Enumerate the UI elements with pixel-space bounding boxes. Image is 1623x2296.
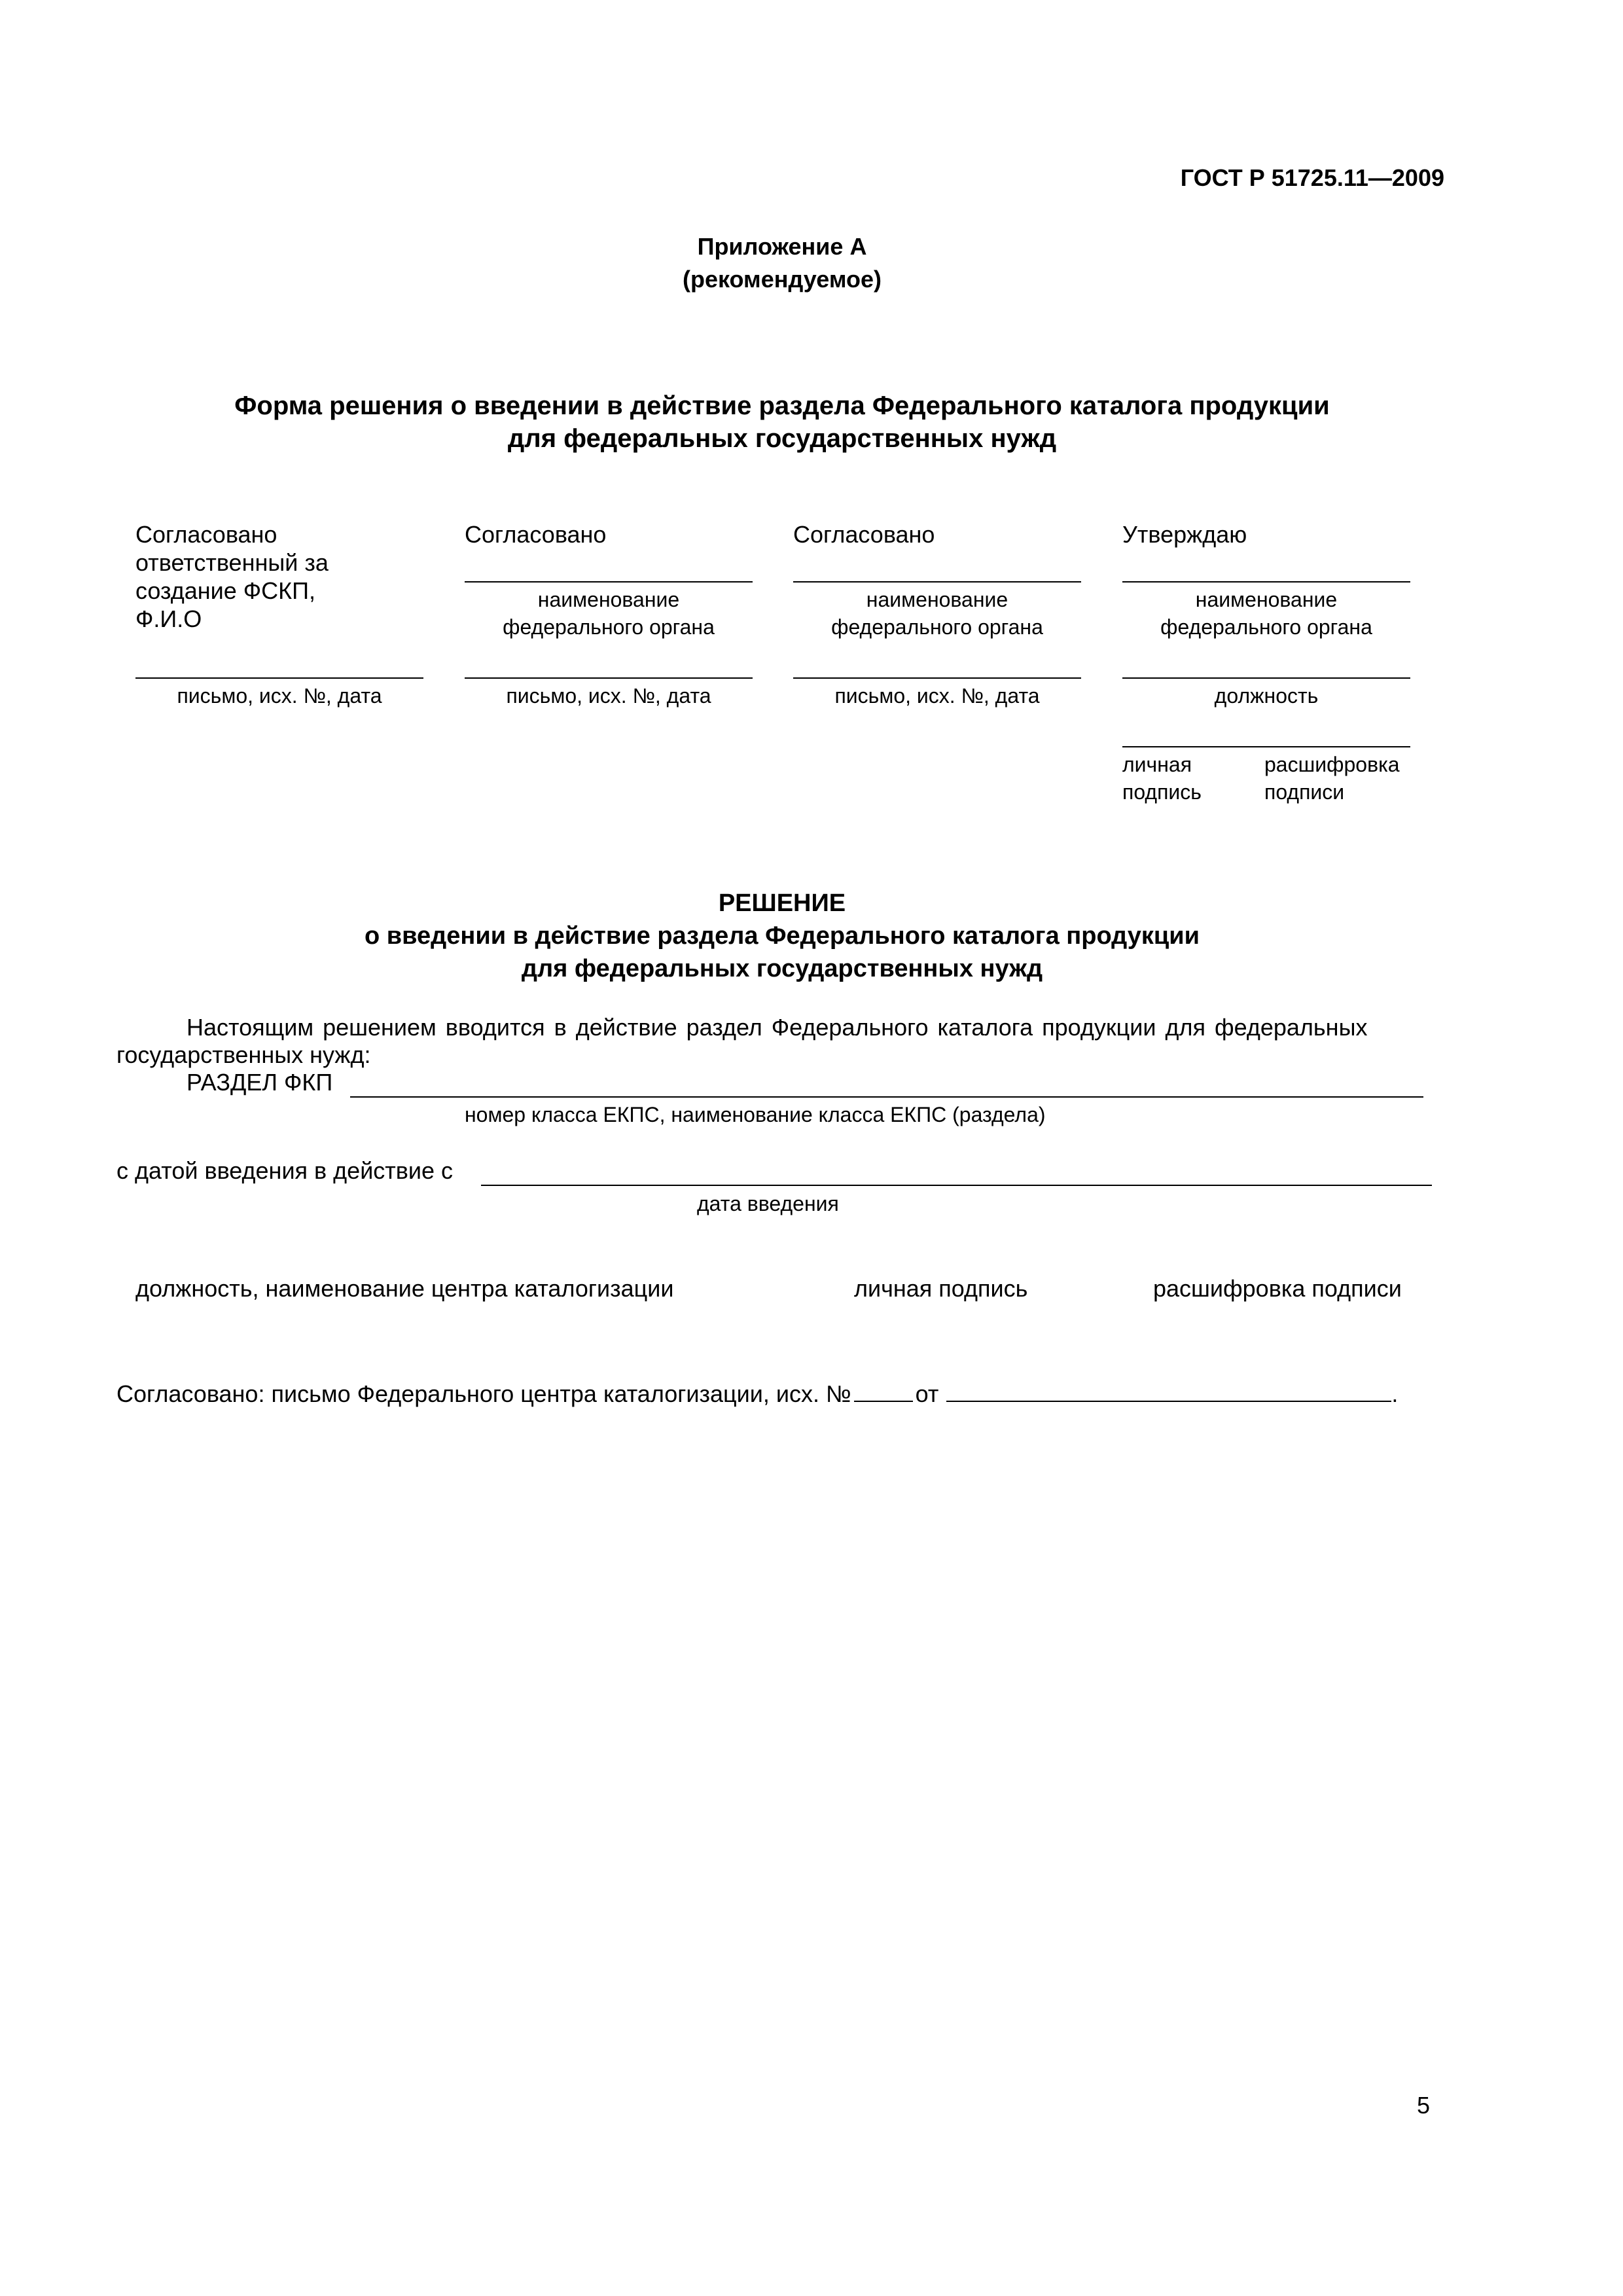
organ-caption-line: федерального органа: [503, 615, 715, 639]
decision-title: РЕШЕНИЕ: [718, 889, 846, 917]
decision-heading: [0, 887, 1564, 985]
organ-caption-line: наименование: [1195, 588, 1338, 611]
organ-caption: [1122, 586, 1410, 641]
agreed-from: от: [915, 1380, 939, 1407]
agreed-line: [116, 1380, 1398, 1408]
approval-column-1: [135, 520, 423, 633]
date-line: [481, 1185, 1432, 1186]
approval-extra-line: ответственный за: [135, 549, 329, 576]
organ-line: [793, 581, 1081, 583]
decision-subtitle-line1: о введении в действие раздела Федерального каталога продукции: [365, 922, 1200, 950]
date-caption: дата введения: [697, 1192, 839, 1215]
position-line: [1122, 677, 1410, 679]
approval-extra-line: Ф.И.О: [135, 605, 202, 632]
appendix-title: Приложение А: [697, 233, 867, 260]
signature-caption-line: личная: [1122, 753, 1192, 776]
decision-subtitle-line2: для федеральных государственных нужд: [521, 955, 1043, 982]
approval-heading: Согласовано: [135, 521, 277, 548]
agreed-number-field: [854, 1381, 913, 1402]
sign-personal: личная подпись: [854, 1275, 1028, 1302]
sign-position: должность, наименование центра каталогизации: [135, 1275, 674, 1302]
decision-body-line2: государственных нужд:: [116, 1041, 371, 1068]
agreed-prefix: Согласовано: письмо Федерального центра каталогизации, исх. №: [116, 1380, 851, 1407]
section-line: [350, 1096, 1423, 1098]
approval-extra-line: создание ФСКП,: [135, 577, 315, 604]
organ-line: [1122, 581, 1410, 583]
approval-heading: Согласовано: [793, 521, 935, 548]
letter-caption: письмо, исх. №, дата: [177, 684, 382, 708]
form-title: [0, 389, 1564, 455]
organ-caption-line: наименование: [537, 588, 680, 611]
letter-line: [465, 677, 753, 679]
letter-caption: письмо, исх. №, дата: [834, 684, 1040, 708]
position-caption: должность: [1214, 684, 1319, 708]
organ-caption: [465, 586, 753, 641]
appendix-status: (рекомендуемое): [683, 266, 882, 293]
organ-caption-line: федерального органа: [831, 615, 1043, 639]
signature-decode-line: подписи: [1264, 780, 1345, 804]
decision-body-line1: Настоящим решением вводится в действие раздел Федерального каталога продукции для федеральных: [187, 1014, 1368, 1041]
letter-line: [793, 677, 1081, 679]
standard-code: ГОСТ Р 51725.11—2009: [1180, 164, 1444, 191]
organ-caption-line: наименование: [866, 588, 1008, 611]
organ-line: [465, 581, 753, 583]
sign-decode: расшифровка подписи: [1153, 1275, 1402, 1302]
approval-heading: Утверждаю: [1122, 521, 1247, 548]
section-label: РАЗДЕЛ ФКП: [187, 1069, 333, 1096]
signature-caption: [1122, 751, 1202, 806]
signature-caption-line: подпись: [1122, 780, 1202, 804]
section-caption: номер класса ЕКПС, наименование класса ЕКПС (раздела): [465, 1103, 1046, 1126]
agreed-date-field: [946, 1381, 1391, 1402]
approval-heading: Согласовано: [465, 521, 607, 548]
organ-caption-line: федерального органа: [1160, 615, 1372, 639]
agreed-end: .: [1391, 1380, 1399, 1407]
form-title-line2: для федеральных государственных нужд: [507, 424, 1057, 453]
organ-caption: [793, 586, 1081, 641]
signature-line: [1122, 746, 1410, 747]
form-title-line1: Форма решения о введении в действие раздела Федерального каталога продукции: [234, 391, 1330, 420]
signature-decode-caption: [1264, 751, 1400, 806]
date-label: с датой введения в действие с: [116, 1157, 454, 1184]
signature-decode-line: расшифровка: [1264, 753, 1400, 776]
page-number: 5: [1417, 2092, 1431, 2119]
letter-caption: письмо, исх. №, дата: [506, 684, 711, 708]
letter-line: [135, 677, 423, 679]
